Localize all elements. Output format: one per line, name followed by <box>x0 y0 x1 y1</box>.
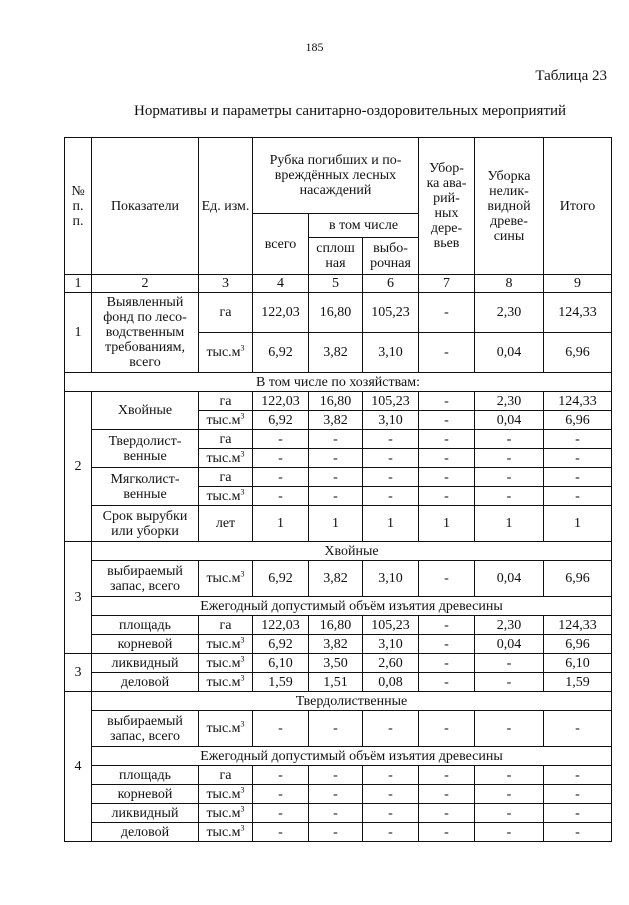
section1-row <box>65 293 612 333</box>
unit-text: тыс.м <box>206 824 241 840</box>
section3b-row <box>65 673 612 692</box>
unit-text: тыс.м <box>206 488 241 504</box>
value-cell: 6,96 <box>544 333 612 373</box>
unit-cell <box>199 487 253 506</box>
unit-superscript: 3 <box>240 803 245 813</box>
value-cell: - <box>419 785 475 804</box>
value-cell: 16,80 <box>309 293 363 333</box>
value-cell: - <box>309 430 363 449</box>
value-cell: 3,10 <box>363 411 419 430</box>
unit-superscript: 3 <box>240 822 245 832</box>
value-cell: - <box>544 766 612 785</box>
value-cell: 1,51 <box>309 673 363 692</box>
header-felling: Рубка погибших и по- вреждённых лесных насаждений <box>253 138 419 214</box>
value-cell: - <box>475 487 544 506</box>
section4-row <box>65 823 612 842</box>
value-cell: 6,92 <box>253 635 309 654</box>
col-number: 8 <box>475 275 544 293</box>
unit-text: га <box>219 431 232 447</box>
value-cell: 6,92 <box>253 561 309 597</box>
norms-table <box>64 137 612 842</box>
unit-text: тыс.м <box>206 345 241 360</box>
value-cell: - <box>309 449 363 468</box>
value-cell: - <box>363 449 419 468</box>
value-cell: - <box>475 654 544 673</box>
section2-row <box>65 468 612 487</box>
value-cell: - <box>419 635 475 654</box>
value-cell: - <box>419 411 475 430</box>
section3-annual-row <box>65 597 612 616</box>
value-cell: - <box>253 449 309 468</box>
section4-row <box>65 804 612 823</box>
header-emergency: Убор- ка ава- рий- ных дере- вьев <box>419 138 475 275</box>
unit-text: тыс.м <box>206 412 241 428</box>
col-number: 4 <box>253 275 309 293</box>
value-cell: - <box>363 804 419 823</box>
col-number: 5 <box>309 275 363 293</box>
value-cell: - <box>253 766 309 785</box>
unit-superscript: 3 <box>240 343 245 353</box>
value-cell: - <box>475 804 544 823</box>
section4-row <box>65 766 612 785</box>
section-heading: Хвойные <box>92 542 612 561</box>
value-cell: 105,23 <box>363 392 419 411</box>
header-row <box>65 138 612 214</box>
table-body <box>65 138 612 842</box>
annual-heading: Ежегодный допустимый объём изъятия древесины <box>92 747 612 766</box>
value-cell: 3,10 <box>363 635 419 654</box>
value-cell: 122,03 <box>253 616 309 635</box>
row-label: корневой <box>92 635 199 654</box>
value-cell: 3,82 <box>309 561 363 597</box>
value-cell: - <box>544 449 612 468</box>
unit-cell <box>199 561 253 597</box>
value-cell: - <box>253 804 309 823</box>
value-cell: - <box>544 711 612 747</box>
row-label: площадь <box>92 766 199 785</box>
value-cell: 6,92 <box>253 411 309 430</box>
value-cell: - <box>253 468 309 487</box>
row-label: ликвидный <box>92 804 199 823</box>
unit-cell <box>199 673 253 692</box>
unit-superscript: 3 <box>240 784 245 794</box>
unit-cell <box>199 392 253 411</box>
section3b-row <box>65 654 612 673</box>
value-cell: 6,10 <box>544 654 612 673</box>
unit-superscript: 3 <box>240 672 245 682</box>
value-cell: 6,96 <box>544 561 612 597</box>
col-number: 6 <box>363 275 419 293</box>
unit-text: га <box>219 617 232 633</box>
section4-stock-row <box>65 711 612 747</box>
col-number: 9 <box>544 275 612 293</box>
value-cell: - <box>309 711 363 747</box>
col-number: 1 <box>65 275 92 293</box>
value-cell: - <box>253 785 309 804</box>
row-label: деловой <box>92 823 199 842</box>
value-cell: 3,82 <box>309 635 363 654</box>
value-cell: - <box>419 487 475 506</box>
header-in-total: в том числе <box>309 214 419 238</box>
value-cell: 0,08 <box>363 673 419 692</box>
unit-cell <box>199 711 253 747</box>
col-number: 7 <box>419 275 475 293</box>
value-cell: - <box>419 711 475 747</box>
col-number: 2 <box>92 275 199 293</box>
unit-cell <box>199 411 253 430</box>
column-numbers-row <box>65 275 612 293</box>
document-title: Нормативы и параметры санитарно-оздоровительных мероприятий <box>134 103 567 119</box>
value-cell: - <box>475 711 544 747</box>
value-cell: 105,23 <box>363 616 419 635</box>
value-cell: 124,33 <box>544 392 612 411</box>
value-cell: 3,10 <box>363 561 419 597</box>
unit-text: тыс.м <box>206 655 241 671</box>
value-cell: - <box>419 616 475 635</box>
value-cell: 1 <box>363 506 419 542</box>
header-selective: выбо- рочная <box>363 238 419 275</box>
value-cell: 3,50 <box>309 654 363 673</box>
section-heading: Твердолиственные <box>92 692 612 711</box>
value-cell: 16,80 <box>309 392 363 411</box>
unit-superscript: 3 <box>240 486 245 496</box>
unit-cell <box>199 449 253 468</box>
value-cell: - <box>309 468 363 487</box>
value-cell: - <box>475 430 544 449</box>
value-cell: - <box>544 487 612 506</box>
value-cell: 1,59 <box>253 673 309 692</box>
unit-superscript: 3 <box>240 653 245 663</box>
section4-header-row <box>65 692 612 711</box>
row-label: площадь <box>92 616 199 635</box>
value-cell: - <box>309 804 363 823</box>
table-label: Таблица 23 <box>535 68 607 84</box>
value-cell: 122,03 <box>253 392 309 411</box>
annual-heading: Ежегодный допустимый объём изъятия древесины <box>92 597 612 616</box>
section4-annual-row <box>65 747 612 766</box>
value-cell: 124,33 <box>544 616 612 635</box>
value-cell: 3,10 <box>363 333 419 373</box>
row-label: выбираемый запас, всего <box>92 711 199 747</box>
value-cell: - <box>253 487 309 506</box>
value-cell: - <box>544 785 612 804</box>
unit-text: тыс.м <box>206 674 241 690</box>
row-label: Срок вырубки или уборки <box>92 506 199 542</box>
row-label: деловой <box>92 673 199 692</box>
unit-text: тыс.м <box>206 636 241 652</box>
value-cell: 105,23 <box>363 293 419 333</box>
header-unit: Ед. изм. <box>199 138 253 275</box>
value-cell: 1 <box>544 506 612 542</box>
value-cell: 0,04 <box>475 561 544 597</box>
unit-text: тыс.м <box>206 450 241 466</box>
unit-cell <box>199 804 253 823</box>
unit-text: тыс.м <box>206 805 241 821</box>
unit-cell <box>199 654 253 673</box>
value-cell: 1 <box>475 506 544 542</box>
row-label: выбираемый запас, всего <box>92 561 199 597</box>
section3-header-row <box>65 542 612 561</box>
row-number: 1 <box>65 293 92 373</box>
row-label: корневой <box>92 785 199 804</box>
value-cell: - <box>363 823 419 842</box>
unit-text: тыс.м <box>206 571 241 586</box>
value-cell: 3,82 <box>309 333 363 373</box>
subheading-row <box>65 373 612 392</box>
subheading: В том числе по хозяйствам: <box>65 373 612 392</box>
unit-superscript: 3 <box>240 410 245 420</box>
value-cell: 3,82 <box>309 411 363 430</box>
unit-cell <box>199 468 253 487</box>
section2-term-row <box>65 506 612 542</box>
row-number: 3 <box>65 654 92 692</box>
value-cell: 2,30 <box>475 392 544 411</box>
value-cell: 16,80 <box>309 616 363 635</box>
header-solid: сплош ная <box>309 238 363 275</box>
value-cell: - <box>419 561 475 597</box>
value-cell: - <box>363 430 419 449</box>
unit-text: га <box>219 767 232 783</box>
value-cell: 2,60 <box>363 654 419 673</box>
value-cell: - <box>309 487 363 506</box>
value-cell: - <box>475 785 544 804</box>
row-number: 4 <box>65 692 92 842</box>
value-cell: - <box>253 711 309 747</box>
value-cell: 6,96 <box>544 635 612 654</box>
value-cell: 0,04 <box>475 635 544 654</box>
unit-superscript: 3 <box>240 569 245 579</box>
section2-row <box>65 392 612 411</box>
col-number: 3 <box>199 275 253 293</box>
unit-cell <box>199 823 253 842</box>
unit-text: тыс.м <box>206 786 241 802</box>
value-cell: - <box>309 766 363 785</box>
header-num: № п. п. <box>65 138 92 275</box>
value-cell: 0,04 <box>475 411 544 430</box>
unit-text: га <box>219 469 232 485</box>
unit-cell <box>199 766 253 785</box>
value-cell: 1,59 <box>544 673 612 692</box>
value-cell: - <box>363 468 419 487</box>
value-cell: - <box>419 766 475 785</box>
unit-text: га <box>219 393 232 409</box>
value-cell: 1 <box>419 506 475 542</box>
unit-cell <box>199 785 253 804</box>
value-cell: - <box>309 785 363 804</box>
row-label: Твердолист- венные <box>92 430 199 468</box>
value-cell: 1 <box>309 506 363 542</box>
unit-cell <box>199 430 253 449</box>
value-cell: - <box>419 333 475 373</box>
value-cell: - <box>544 468 612 487</box>
value-cell: 6,96 <box>544 411 612 430</box>
row-label: Мягколист- венные <box>92 468 199 506</box>
value-cell: - <box>544 430 612 449</box>
value-cell: 6,10 <box>253 654 309 673</box>
value-cell: - <box>544 823 612 842</box>
value-cell: - <box>363 487 419 506</box>
value-cell: 6,92 <box>253 333 309 373</box>
value-cell: - <box>309 823 363 842</box>
value-cell: - <box>419 392 475 411</box>
row-number: 2 <box>65 392 92 542</box>
header-illiquid: Уборка нелик- видной древе- сины <box>475 138 544 275</box>
section4-row <box>65 785 612 804</box>
value-cell: - <box>475 673 544 692</box>
unit-superscript: 3 <box>240 448 245 458</box>
value-cell: - <box>475 766 544 785</box>
section3-row <box>65 616 612 635</box>
value-cell: - <box>475 449 544 468</box>
unit-text: тыс.м <box>206 721 241 736</box>
value-cell: - <box>363 766 419 785</box>
section2-row <box>65 430 612 449</box>
section3-row <box>65 635 612 654</box>
unit-cell <box>199 616 253 635</box>
header-indicators: Показатели <box>92 138 199 275</box>
value-cell: - <box>253 823 309 842</box>
value-cell: - <box>419 804 475 823</box>
unit-superscript: 3 <box>240 634 245 644</box>
value-cell: 2,30 <box>475 293 544 333</box>
row-label: Выявленный фонд по лесо- водственным требованиям, всего <box>92 293 199 373</box>
value-cell: 122,03 <box>253 293 309 333</box>
row-label: ликвидный <box>92 654 199 673</box>
value-cell: - <box>419 430 475 449</box>
unit-cell <box>199 333 253 373</box>
value-cell: - <box>419 293 475 333</box>
value-cell: - <box>475 823 544 842</box>
value-cell: - <box>419 673 475 692</box>
value-cell: - <box>363 785 419 804</box>
value-cell: - <box>363 711 419 747</box>
value-cell: - <box>475 468 544 487</box>
unit-cell <box>199 293 253 333</box>
value-cell: 2,30 <box>475 616 544 635</box>
value-cell: - <box>544 804 612 823</box>
value-cell: 1 <box>253 506 309 542</box>
value-cell: - <box>419 823 475 842</box>
row-number: 3 <box>65 542 92 654</box>
value-cell: 0,04 <box>475 333 544 373</box>
value-cell: - <box>419 654 475 673</box>
section3-stock-row <box>65 561 612 597</box>
value-cell: 124,33 <box>544 293 612 333</box>
header-total: всего <box>253 214 309 275</box>
unit-text: га <box>219 305 232 320</box>
row-label: Хвойные <box>92 392 199 430</box>
page-number: 185 <box>305 40 324 54</box>
header-itogo: Итого <box>544 138 612 275</box>
unit-cell: лет <box>199 506 253 542</box>
value-cell: - <box>253 430 309 449</box>
unit-superscript: 3 <box>240 719 245 729</box>
value-cell: - <box>419 449 475 468</box>
unit-cell <box>199 635 253 654</box>
value-cell: - <box>419 468 475 487</box>
